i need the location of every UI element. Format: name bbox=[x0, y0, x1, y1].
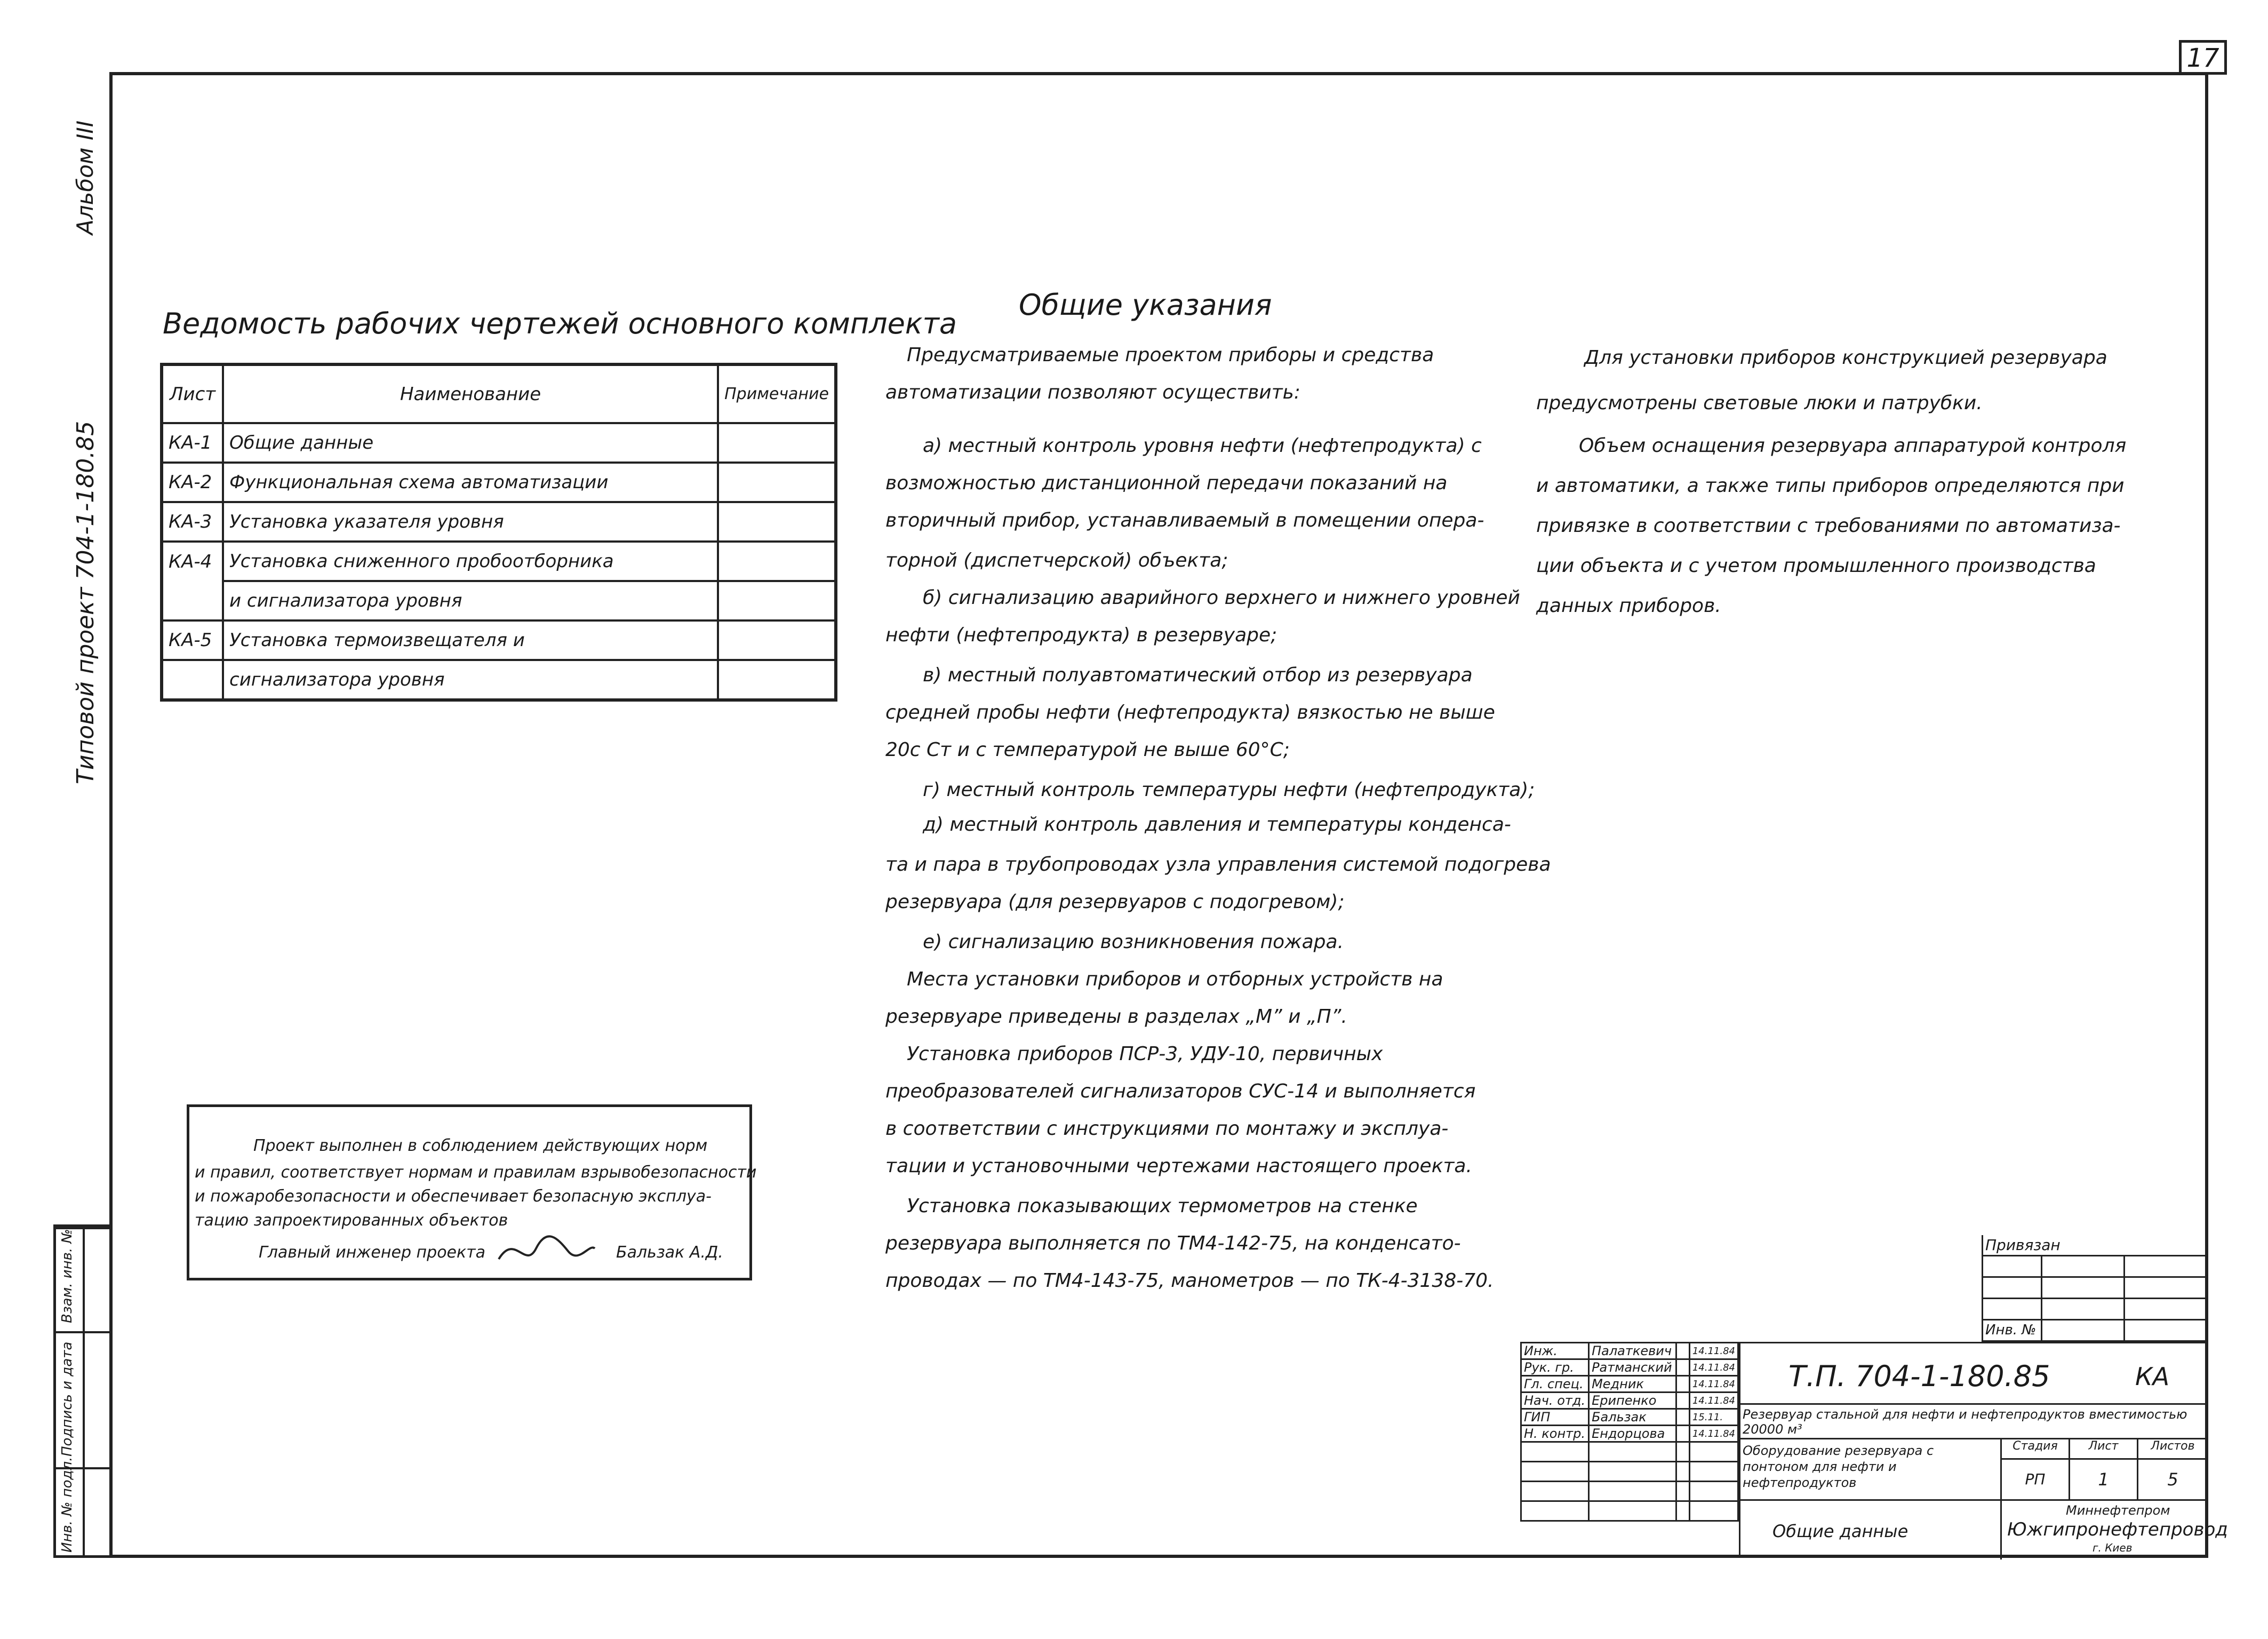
sig-name: Ерипенко bbox=[1589, 1393, 1676, 1409]
general-line: проводах — по ТМ4-143-75, манометров — по ТК-4-3138-70. bbox=[885, 1270, 1494, 1292]
row-sheet: КА-5 bbox=[162, 620, 223, 660]
row-sheet: КА-2 bbox=[162, 463, 223, 502]
signer-role: Главный инженер проекта bbox=[259, 1243, 485, 1262]
row-note bbox=[718, 660, 836, 700]
sheet-label: Лист bbox=[2070, 1439, 2138, 1460]
header-name: Наименование bbox=[223, 364, 718, 423]
note-line: и правил, соответствует нормам и правилам взрывобезопасности bbox=[195, 1163, 757, 1182]
general-line: е) сигнализацию возникновения пожара. bbox=[923, 931, 1344, 953]
general-line: та и пара в трубопроводах узла управления системой подогрева bbox=[885, 854, 1551, 876]
general-line: торной (диспетчерской) объекта; bbox=[885, 550, 1228, 571]
org-name: Южгипронефтепровод bbox=[2007, 1519, 2228, 1540]
sig-role: Гл. спец. bbox=[1521, 1376, 1589, 1393]
sig-name: Ратманский bbox=[1589, 1359, 1676, 1376]
code-cell bbox=[1740, 1343, 2207, 1405]
title-block-right bbox=[1739, 1342, 2228, 1558]
signature-row bbox=[1521, 1409, 1738, 1426]
right-line: Объем оснащения резервуара аппаратурой контроля bbox=[1579, 435, 2127, 457]
table-row bbox=[162, 463, 836, 502]
stage-value: РП bbox=[2002, 1460, 2070, 1501]
general-line: б) сигнализацию аварийного верхнего и нижнего уровней bbox=[923, 587, 1520, 609]
drawing-code: Т.П. 704-1-180.85 bbox=[1788, 1359, 2050, 1393]
general-line: Места установки приборов и отборных устройств на bbox=[907, 968, 1443, 990]
sheet-number: 17 bbox=[2179, 40, 2227, 75]
general-line: тации и установочными чертежами настоящего проекта. bbox=[885, 1155, 1472, 1177]
org-city: г. Киев bbox=[2093, 1541, 2133, 1554]
right-line: Для установки приборов конструкцией резервуара bbox=[1584, 347, 2107, 369]
stage-label: Стадия bbox=[2002, 1439, 2070, 1460]
signature-row bbox=[1521, 1359, 1738, 1376]
right-line: и автоматики, а также типы приборов определяются при bbox=[1536, 475, 2125, 497]
inv-podl-label: Инв. № подл. bbox=[59, 1457, 75, 1553]
sign-date-label: Подпись и дата bbox=[59, 1341, 75, 1457]
general-line: резервуаре приведены в разделах „М” и „П”. bbox=[885, 1006, 1347, 1028]
header-sheet: Лист bbox=[162, 364, 223, 423]
right-line: данных приборов. bbox=[1536, 595, 1721, 617]
binding-label: Привязан bbox=[1983, 1235, 2208, 1255]
row-name: Установка указателя уровня bbox=[223, 502, 718, 542]
signature-row bbox=[1521, 1393, 1738, 1409]
row-name: и сигнализатора уровня bbox=[223, 581, 718, 620]
table-header-row bbox=[162, 364, 836, 423]
header-note: Примечание bbox=[718, 364, 836, 423]
row-note bbox=[718, 581, 836, 620]
sheet-title-cell bbox=[1740, 1501, 2002, 1560]
sig-name: Ендорцова bbox=[1589, 1426, 1676, 1442]
strip-divider bbox=[83, 1227, 85, 1555]
sig-role: Нач. отд. bbox=[1521, 1393, 1589, 1409]
drawing-mark: КА bbox=[2135, 1362, 2170, 1391]
general-line: средней пробы нефти (нефтепродукта) вязкостью не выше bbox=[885, 702, 1495, 723]
sig-name: Палаткевич bbox=[1589, 1343, 1676, 1359]
signature-row bbox=[1521, 1376, 1738, 1393]
note-line: Проект выполнен в соблюдением действующих норм bbox=[253, 1136, 708, 1155]
equipment-title: Оборудование резервуара с понтоном для нефти и нефтепродуктов bbox=[1743, 1443, 1934, 1490]
project-label: Типовой проект 704-1-180.85 bbox=[72, 420, 99, 784]
general-line: Установка приборов ПСР-3, УДУ-10, первичных bbox=[907, 1043, 1383, 1065]
stage-cell bbox=[2002, 1439, 2207, 1501]
note-line: и пожаробезопасности и обеспечивает безопасную эксплуа- bbox=[195, 1187, 712, 1206]
row-sheet bbox=[162, 660, 223, 700]
row-note bbox=[718, 502, 836, 542]
row-name: Общие данные bbox=[223, 423, 718, 463]
sig-role: Н. контр. bbox=[1521, 1426, 1589, 1442]
note-line: тацию запроектированных объектов bbox=[195, 1211, 508, 1230]
sig-name: Бальзак bbox=[1589, 1409, 1676, 1426]
row-note bbox=[718, 542, 836, 581]
album-label: Альбом III bbox=[72, 120, 98, 235]
general-line: в соответствии с инструкциями по монтажу и эксплуа- bbox=[885, 1118, 1449, 1140]
org-ministry: Миннефтепром bbox=[2066, 1503, 2170, 1518]
table-row bbox=[162, 581, 836, 620]
row-name: Установка сниженного пробоотборника bbox=[223, 542, 718, 581]
signer-name: Бальзак А.Д. bbox=[616, 1243, 723, 1262]
left-stamp-strip bbox=[53, 1224, 109, 1558]
sig-date: 14.11.84 bbox=[1689, 1359, 1738, 1376]
row-note bbox=[718, 463, 836, 502]
row-sheet bbox=[162, 581, 223, 620]
vzam-inv-label: Взам. инв. № bbox=[59, 1229, 75, 1323]
row-name: Установка термоизвещателя и bbox=[223, 620, 718, 660]
general-line: Установка показывающих термометров на стенке bbox=[907, 1195, 1418, 1217]
sig-date: 14.11.84 bbox=[1689, 1343, 1738, 1359]
sheets-label: Листов bbox=[2138, 1439, 2207, 1460]
sig-date: 15.11. bbox=[1689, 1409, 1738, 1426]
table-row bbox=[162, 620, 836, 660]
signature-row bbox=[1521, 1343, 1738, 1359]
signature-table bbox=[1520, 1342, 1739, 1522]
object-title: Резервуар стальной для нефти и нефтепродуктов вместимостью 20000 м³ bbox=[1743, 1407, 2187, 1437]
row-name: сигнализатора уровня bbox=[223, 660, 718, 700]
sig-role: ГИП bbox=[1521, 1409, 1589, 1426]
row-note bbox=[718, 423, 836, 463]
signature-row bbox=[1521, 1426, 1738, 1442]
sig-role: Рук. гр. bbox=[1521, 1359, 1589, 1376]
sig-name: Медник bbox=[1589, 1376, 1676, 1393]
object-title-cell bbox=[1740, 1405, 2207, 1439]
sig-date: 14.11.84 bbox=[1689, 1376, 1738, 1393]
general-line: преобразователей сигнализаторов СУС-14 и выполняется bbox=[885, 1080, 1476, 1102]
row-sheet: КА-1 bbox=[162, 423, 223, 463]
sheet-title: Общие данные bbox=[1772, 1521, 1908, 1541]
right-line: привязке в соответствии с требованиями по автоматиза- bbox=[1536, 515, 2121, 537]
general-line: вторичный прибор, устанавливаемый в помещении опера- bbox=[885, 510, 1484, 531]
sheet-list-table bbox=[160, 363, 837, 702]
binding-table bbox=[1982, 1235, 2208, 1342]
row-note bbox=[718, 620, 836, 660]
general-line: возможностью дистанционной передачи показаний на bbox=[885, 472, 1448, 494]
binding-inv-label: Инв. № bbox=[1983, 1319, 2042, 1341]
general-line: д) местный контроль давления и температуры конденса- bbox=[923, 814, 1511, 836]
general-line: резервуара выполняется по ТМ4-142-75, на конденсато- bbox=[885, 1232, 1461, 1254]
general-line: резервуара (для резервуаров с подогревом); bbox=[885, 891, 1345, 913]
sheet-value: 1 bbox=[2070, 1460, 2138, 1501]
title-block bbox=[1520, 1342, 2228, 1558]
compliance-note bbox=[187, 1104, 757, 1280]
row-name: Функциональная схема автоматизации bbox=[223, 463, 718, 502]
sheets-value: 5 bbox=[2167, 1469, 2178, 1490]
general-line: 20с Ст и с температурой не выше 60°С; bbox=[885, 739, 1290, 761]
signature-image bbox=[493, 1227, 600, 1275]
table-row bbox=[162, 423, 836, 463]
table-row bbox=[162, 660, 836, 700]
organization-cell bbox=[2002, 1501, 2228, 1560]
right-line: ции объекта и с учетом промышленного производства bbox=[1536, 555, 2096, 577]
equipment-title-cell bbox=[1740, 1439, 2002, 1501]
general-line: автоматизации позволяют осуществить: bbox=[885, 381, 1301, 403]
general-title: Общие указания bbox=[1019, 288, 1272, 322]
general-line: в) местный полуавтоматический отбор из резервуара bbox=[923, 664, 1473, 686]
sig-role: Инж. bbox=[1521, 1343, 1589, 1359]
row-sheet: КА-3 bbox=[162, 502, 223, 542]
general-line: нефти (нефтепродукта) в резервуаре; bbox=[885, 624, 1277, 646]
sheet-list-title: Ведомость рабочих чертежей основного комплекта bbox=[163, 307, 957, 340]
right-line: предусмотрены световые люки и патрубки. bbox=[1536, 392, 1983, 414]
table-row bbox=[162, 502, 836, 542]
general-line: Предусматриваемые проектом приборы и средства bbox=[907, 344, 1434, 366]
general-line: г) местный контроль температуры нефти (нефтепродукта); bbox=[923, 779, 1535, 801]
table-row bbox=[162, 542, 836, 581]
row-sheet: КА-4 bbox=[162, 542, 223, 581]
sig-date: 14.11.84 bbox=[1689, 1426, 1738, 1442]
general-line: а) местный контроль уровня нефти (нефтепродукта) с bbox=[923, 435, 1482, 457]
sig-date: 14.11.84 bbox=[1689, 1393, 1738, 1409]
